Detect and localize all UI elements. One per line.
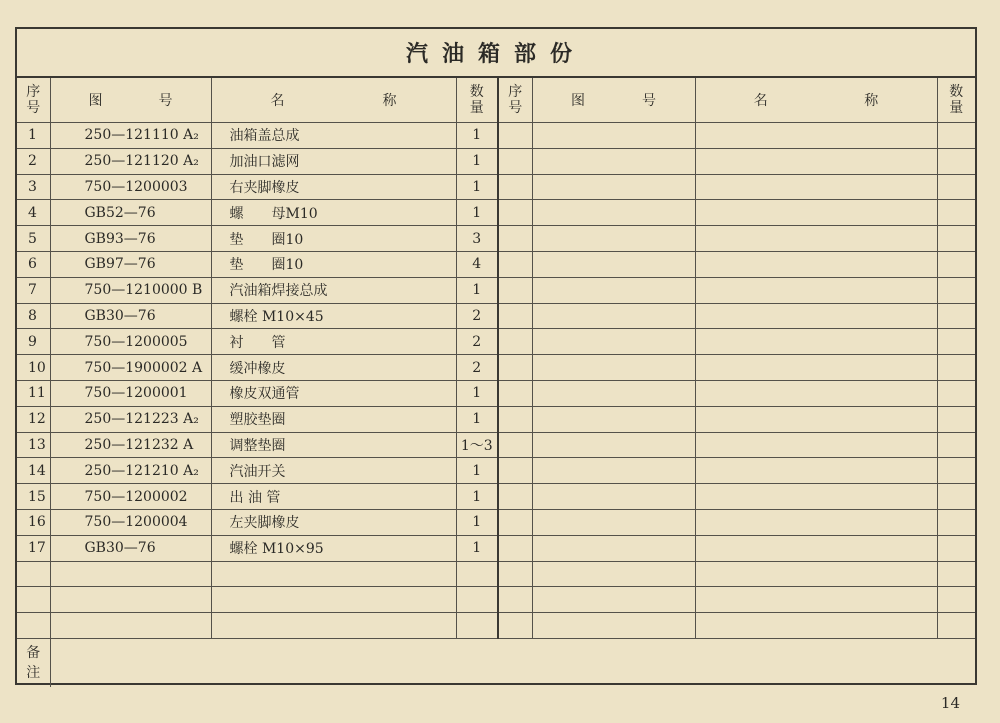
row-drawing-number: 750—1200003 [50,174,211,200]
row-seq-right [498,355,532,381]
table-row [17,458,975,484]
row-drawing-number-right [532,587,695,613]
row-seq [17,613,50,639]
row-part-name [211,587,456,613]
table-body [17,123,975,639]
row-drawing-number-right [532,561,695,587]
row-seq-right [498,613,532,639]
row-drawing-number: 250—121120 A₂ [50,148,211,174]
row-drawing-number: 750—1200001 [50,380,211,406]
row-drawing-number-right [532,277,695,303]
row-quantity [456,587,498,613]
row-part-name-right [695,329,937,355]
row-quantity-right [937,329,975,355]
header-seq-right: 序 号 [498,78,532,123]
row-quantity: 3 [456,226,498,252]
row-seq: 8 [17,303,50,329]
row-drawing-number-right [532,329,695,355]
row-part-name: 汽油开关 [211,458,456,484]
row-quantity: 2 [456,355,498,381]
row-quantity-right [937,406,975,432]
row-quantity-right [937,561,975,587]
row-seq: 2 [17,148,50,174]
row-part-name-right [695,587,937,613]
row-drawing-number [50,561,211,587]
row-quantity: 1 [456,148,498,174]
row-seq: 11 [17,380,50,406]
row-part-name-right [695,613,937,639]
table-row [17,329,975,355]
row-drawing-number: GB52—76 [50,200,211,226]
row-drawing-number-right [532,303,695,329]
row-seq-right [498,174,532,200]
row-seq-right [498,200,532,226]
table-row [17,251,975,277]
row-part-name: 螺栓 M10×45 [211,303,456,329]
row-part-name: 汽油箱焊接总成 [211,277,456,303]
table-row [17,613,975,639]
row-quantity-right [937,200,975,226]
row-quantity: 1 [456,535,498,561]
row-drawing-number-right [532,174,695,200]
row-part-name: 螺 母M10 [211,200,456,226]
table-row [17,509,975,535]
row-quantity: 1 [456,277,498,303]
row-part-name: 衬 管 [211,329,456,355]
row-seq-right [498,535,532,561]
table-row [17,561,975,587]
row-drawing-number: 250—121232 A [50,432,211,458]
header-code-left: 图 号 [50,78,211,123]
header-qty-right: 数 量 [937,78,975,123]
remarks-field [50,638,975,687]
header-seq-left: 序 号 [17,78,50,123]
row-seq: 1 [17,123,50,149]
row-part-name-right [695,174,937,200]
row-quantity: 1 [456,174,498,200]
table-row [17,226,975,252]
page-number: 14 [940,694,960,712]
row-quantity: 1 [456,200,498,226]
table-row [17,303,975,329]
row-part-name [211,561,456,587]
row-quantity-right [937,458,975,484]
row-part-name: 塑胶垫圈 [211,406,456,432]
row-quantity-right [937,123,975,149]
row-drawing-number: 750—1200005 [50,329,211,355]
row-drawing-number-right [532,484,695,510]
table-row [17,535,975,561]
row-part-name-right [695,200,937,226]
row-quantity-right [937,355,975,381]
row-seq: 3 [17,174,50,200]
row-part-name-right [695,406,937,432]
row-quantity: 1 [456,406,498,432]
row-drawing-number-right [532,432,695,458]
row-drawing-number-right [532,123,695,149]
row-part-name-right [695,148,937,174]
row-quantity: 1 [456,380,498,406]
row-drawing-number-right [532,148,695,174]
table-row [17,484,975,510]
row-quantity: 1 [456,458,498,484]
row-quantity-right [937,277,975,303]
remarks-label: 备 注 [17,638,50,687]
remarks-row [17,638,975,687]
page-title: 汽油箱部份 [17,29,975,78]
row-seq: 17 [17,535,50,561]
row-drawing-number-right [532,613,695,639]
table-row [17,277,975,303]
header-code-right: 图 号 [532,78,695,123]
row-quantity: 2 [456,329,498,355]
parts-list-sheet [15,27,977,685]
row-drawing-number: 750—1200004 [50,509,211,535]
row-part-name-right [695,380,937,406]
row-drawing-number: 250—121110 A₂ [50,123,211,149]
row-quantity-right [937,509,975,535]
row-part-name-right [695,355,937,381]
header-name-left: 名 称 [211,78,456,123]
header-name-right: 名 称 [695,78,937,123]
table-header-row [17,78,975,123]
row-part-name-right [695,251,937,277]
row-drawing-number: 750—1210000 B [50,277,211,303]
row-quantity-right [937,380,975,406]
row-drawing-number-right [532,406,695,432]
row-part-name: 油箱盖总成 [211,123,456,149]
row-seq: 10 [17,355,50,381]
row-seq: 5 [17,226,50,252]
row-seq-right [498,123,532,149]
row-seq-right [498,484,532,510]
row-part-name-right [695,561,937,587]
row-seq-right [498,458,532,484]
row-drawing-number-right [532,200,695,226]
parts-table [17,78,975,687]
row-drawing-number: 250—121210 A₂ [50,458,211,484]
row-part-name-right [695,432,937,458]
row-part-name: 垫 圈10 [211,226,456,252]
row-part-name-right [695,303,937,329]
row-seq-right [498,561,532,587]
row-part-name-right [695,277,937,303]
row-seq-right [498,148,532,174]
table-row [17,123,975,149]
table-row [17,355,975,381]
row-quantity: 1 [456,484,498,510]
row-quantity: 1 [456,509,498,535]
row-drawing-number [50,587,211,613]
row-part-name: 垫 圈10 [211,251,456,277]
row-part-name: 螺栓 M10×95 [211,535,456,561]
row-quantity-right [937,432,975,458]
table-row [17,587,975,613]
row-part-name-right [695,123,937,149]
row-drawing-number [50,613,211,639]
row-drawing-number: GB30—76 [50,303,211,329]
row-part-name: 右夹脚橡皮 [211,174,456,200]
row-part-name-right [695,484,937,510]
row-drawing-number-right [532,535,695,561]
row-quantity: 2 [456,303,498,329]
row-part-name: 出 油 管 [211,484,456,510]
row-part-name: 调整垫圈 [211,432,456,458]
row-drawing-number: GB93—76 [50,226,211,252]
row-seq-right [498,329,532,355]
row-part-name: 加油口滤网 [211,148,456,174]
row-seq: 12 [17,406,50,432]
row-seq-right [498,432,532,458]
row-seq-right [498,406,532,432]
row-part-name: 缓冲橡皮 [211,355,456,381]
row-seq: 16 [17,509,50,535]
row-seq-right [498,251,532,277]
row-seq-right [498,380,532,406]
row-seq: 9 [17,329,50,355]
row-quantity-right [937,587,975,613]
row-quantity-right [937,148,975,174]
row-seq-right [498,509,532,535]
row-drawing-number: 750—1900002 A [50,355,211,381]
row-seq-right [498,277,532,303]
row-seq: 15 [17,484,50,510]
table-row [17,432,975,458]
row-drawing-number: 750—1200002 [50,484,211,510]
row-part-name-right [695,509,937,535]
row-quantity-right [937,303,975,329]
row-seq: 13 [17,432,50,458]
row-part-name-right [695,535,937,561]
row-seq: 14 [17,458,50,484]
header-qty-left: 数 量 [456,78,498,123]
table-row [17,148,975,174]
row-quantity [456,561,498,587]
row-seq: 4 [17,200,50,226]
row-seq: 6 [17,251,50,277]
row-drawing-number: 250—121223 A₂ [50,406,211,432]
row-quantity: 1～3 [456,432,498,458]
row-part-name: 左夹脚橡皮 [211,509,456,535]
row-drawing-number-right [532,509,695,535]
row-quantity-right [937,535,975,561]
row-part-name [211,613,456,639]
table-row [17,200,975,226]
row-drawing-number-right [532,355,695,381]
row-drawing-number-right [532,380,695,406]
row-seq [17,587,50,613]
row-part-name-right [695,458,937,484]
row-seq-right [498,587,532,613]
row-drawing-number-right [532,226,695,252]
row-part-name-right [695,226,937,252]
row-quantity [456,613,498,639]
row-drawing-number-right [532,251,695,277]
row-quantity-right [937,484,975,510]
row-drawing-number-right [532,458,695,484]
row-seq: 7 [17,277,50,303]
row-part-name: 橡皮双通管 [211,380,456,406]
row-seq [17,561,50,587]
row-quantity: 4 [456,251,498,277]
row-quantity-right [937,226,975,252]
row-quantity-right [937,613,975,639]
row-quantity-right [937,174,975,200]
table-row [17,406,975,432]
row-seq-right [498,303,532,329]
row-quantity: 1 [456,123,498,149]
row-quantity-right [937,251,975,277]
table-row [17,174,975,200]
table-row [17,380,975,406]
row-drawing-number: GB30—76 [50,535,211,561]
row-drawing-number: GB97—76 [50,251,211,277]
row-seq-right [498,226,532,252]
